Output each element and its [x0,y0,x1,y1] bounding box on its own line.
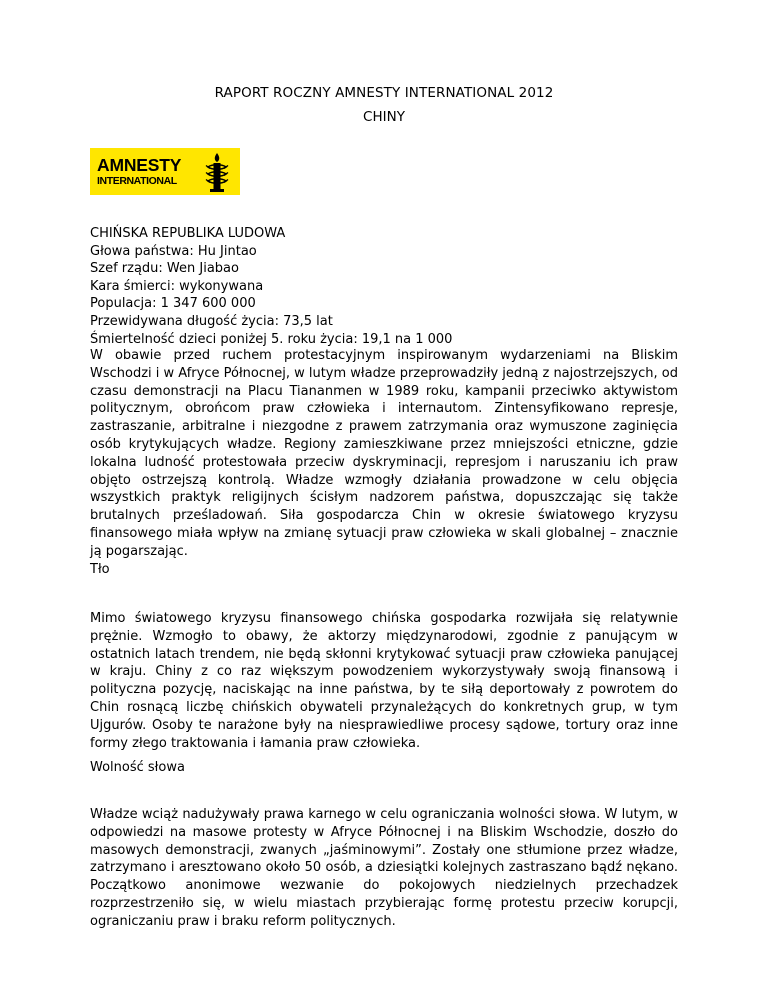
logo-word-amnesty: AMNESTY [97,155,182,175]
country-facts [90,225,690,348]
document-title: RAPORT ROCZNY AMNESTY INTERNATIONAL 2012 [214,85,554,101]
amnesty-logo [90,148,240,195]
intro-paragraph: W obawie przed ruchem protestacyjnym inspirowanym wydarzeniami na Bliskim Wschodzi i w Afryce Północnej, w lutym władze przeprowadziły jedną z najostrzejszych, od czasu demonstracji na Placu Tiananmen w 1989 roku, kampanii przeciwko aktywistom politycznym, obrońcom praw człowieka i internautom. Zintensyfikowano represje, zastraszanie, arbitralne i niezgodne z prawem zatrzymania oraz wymuszone zaginięcia osób krytykujących władze. Regiony zamieszkiwane przez mniejszości etniczne, gdzie lokalna ludność protestowała przeciw dyskryminacji, represjom i naruszaniu ich praw objęto ostrzejszą kontrolą. Władze wzmogły działania prowadzone w celu objęcia wszystkich praktyk religijnych ścisłym nadzorem państwa, dopuszczając się także brutalnych prześladowań. Siła gospodarcza Chin w okresie światowego kryzysu finansowego miała wpływ na zmianę sytuacji praw człowieka w skali globalnej – znacznie ją pogarszając. [90,348,679,559]
section-heading-freedom-of-speech: Wolność słowa [90,760,185,775]
head-of-government: Szef rządu: Wen Jiabao [90,261,239,277]
population: Populacja: 1 347 600 000 [90,296,256,312]
life-expectancy: Przewidywana długość życia: 73,5 lat [90,313,333,329]
country-name: CHIŃSKA REPUBLIKA LUDOWA [90,226,286,241]
death-penalty: Kara śmierci: wykonywana [90,278,264,294]
section-heading-background: Tło [90,562,110,577]
section-text-background: Mimo światowego kryzysu finansowego chińska gospodarka rozwijała się relatywnie prężnie. Wzmogło to obawy, że aktorzy międzynarodowi, zgodnie z panującym w ostatnich latach trendem, nie będą skłonni krytykować sytuacji praw człowieka panującej w kraju. Chiny z co raz większym powodzeniem wykorzystywały swoją finansową i polityczna pozycję, naciskając na inne państwa, by te siłą deportowały z powrotem do Chin rosnącą liczbę chińskich obywateli przynależących do konkretnych grup, w tym Ujgurów. Osoby te narażone były na niesprawiedliwe procesy sądowe, tortury oraz inne formy złego traktowania i łamania praw człowieka. [90,611,678,751]
child-mortality: Śmiertelność dzieci poniżej 5. roku życia: 19,1 na 1 000 [90,331,453,347]
section-text-freedom-of-speech: Władze wciąż nadużywały prawa karnego w celu ograniczania wolności słowa. W lutym, w odpowiedzi na masowe protesty w Afryce Północnej i na Bliskim Wschodzie, doszło do masowych demonstracji, zwanych „jaśminowymi”. Zostały one stłumione przez władze, zatrzymano i aresztowano około 50 osób, a dziesiątki kolejnych zastraszano bądź nękano. Początkowo anonimowe wezwanie do pokojowych niedzielnych przechadzek rozprzestrzeniło się, w wielu miastach przybierając formę protestu przeciw korupcji, ograniczaniu praw i braku reform politycznych. [90,807,678,929]
logo-word-international: INTERNATIONAL [97,175,177,187]
country-title: CHINY [363,109,405,125]
head-of-state: Głowa państwa: Hu Jintao [90,243,257,259]
candle-in-barbed-wire-icon [202,151,232,193]
